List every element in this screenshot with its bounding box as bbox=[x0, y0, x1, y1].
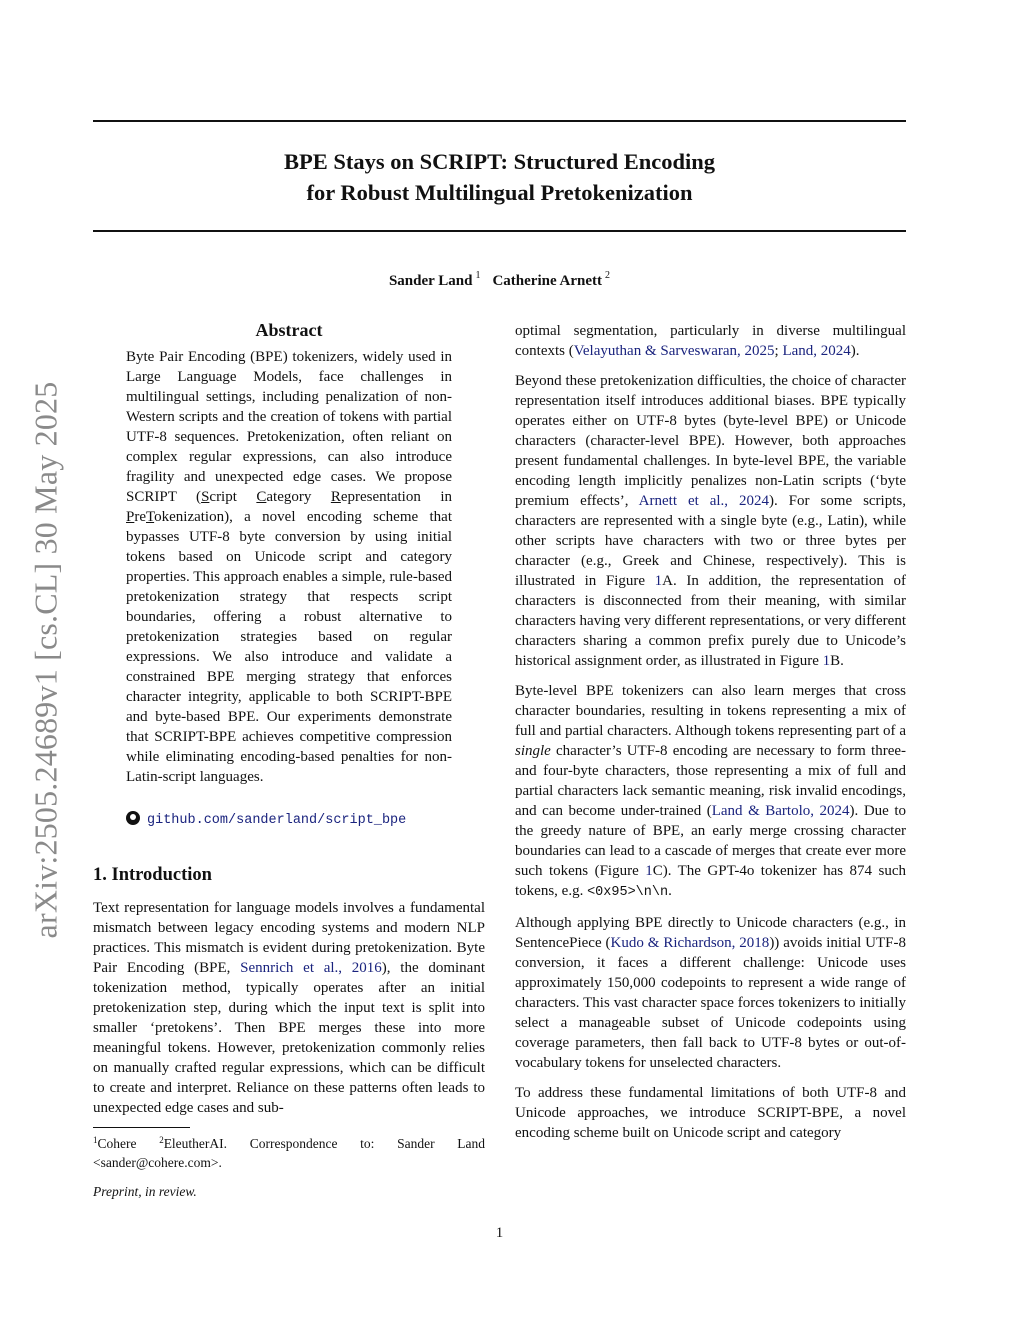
author-affiliation-mark: 2 bbox=[605, 270, 611, 281]
introduction-body: Text representation for language models involves a fundamental mismatch between legacy encoding systems and modern NLP practices. This mismatch is evident during pretokenization. Byte Pair Encoding (BPE, Sennrich et al., 2016), the dominant tokenization method, typically operates after an initial pretokenization step, during which the input text is split into smaller ‘pretokens’. Then BPE merges these into more meaningful tokens. However, pretokenization commonly relies on manually crafted regular expressions, which can be difficult to create and interpret. Reliance on these patterns often leads to unexpected edge cases and sub- bbox=[93, 900, 485, 1116]
bottom-title-rule bbox=[93, 230, 906, 232]
paragraph: Although applying BPE directly to Unicode characters (e.g., in SentencePiece (Kudo & Richardson, 2018)) avoids initial UTF-8 conversion, it faces a different challenge: Unicode uses approximately 150,000 codepoints to represent a wide range of characters. This vast character space forces tokenizers to initially select a manageable subset of Unicode codepoints using coverage parameters, then fall back to UTF-8 bytes or out-of-vocabulary tokens for unselected characters. bbox=[515, 915, 906, 1071]
figure-ref-link[interactable]: 1 bbox=[654, 573, 663, 589]
abstract-heading: Abstract bbox=[255, 320, 323, 340]
author-affiliation-mark: 1 bbox=[475, 270, 481, 281]
github-link[interactable] bbox=[126, 809, 406, 831]
citation-link[interactable]: Velayuthan & Sarveswaran, 2025 bbox=[573, 343, 775, 359]
paragraph: Byte-level BPE tokenizers can also learn merges that cross character boundaries, resulting in tokens representing a mix of full and partial characters. Although tokens representing part of a single character’s UTF-8 encoding are necessary to form three- and four-byte characters, those representing a mix of full and partial characters lack semantic meaning, risk invalid encodings, and can become under-trained (Land & Bartolo, 2024). Due to the greedy nature of BPE, an early merge crossing character boundaries can lead to a cascade of merges that create ever more such tokens (Figure 1C). The GPT-4o tokenizer has 874 such tokens, e.g. <0x95>\n\n. bbox=[515, 683, 907, 900]
github-url[interactable]: github.com/sanderland/script_bpe bbox=[147, 813, 407, 828]
citation-link[interactable]: Land & Bartolo, 2024 bbox=[711, 803, 850, 819]
abstract-body: Byte Pair Encoding (BPE) tokenizers, widely used in Large Language Models, face challenges in multilingual settings, including penalization of non-Western scripts and the creation of tokens with partial UTF-8 sequences. Pretokenization, often reliant on complex regular expressions, can also introduce fragility and unexpected edge cases. We propose SCRIPT (Script Category Representation in PreTokenization), a novel encoding scheme that bypasses UTF-8 byte conversion by using initial tokens based on Unicode script and category properties. This approach enables a simple, rule-based pretokenization strategy that respects script boundaries, offering a robust alternative to pretokenization strategies based on regular expressions. We also introduce and validate a constrained BPE merging strategy that enforces character integrity, applicable to both SCRIPT-BPE and byte-based BPE. Our experiments demonstrate that SCRIPT-BPE achieves competitive compression while eliminating encoding-based penalties for non-Latin-script languages. bbox=[126, 349, 452, 785]
author-name: Catherine Arnett bbox=[492, 273, 603, 289]
right-column bbox=[515, 321, 906, 1153]
code-token: <0x95>\n\n bbox=[587, 885, 669, 900]
figure-ref-link[interactable]: 1 bbox=[645, 863, 653, 879]
citation-link[interactable]: Land, 2024 bbox=[782, 343, 851, 359]
footnote-rule bbox=[93, 1127, 190, 1128]
citation-link[interactable]: Kudo & Richardson, 2018 bbox=[610, 935, 770, 951]
author-list bbox=[93, 266, 906, 291]
arxiv-side-label: arXiv:2505.24689v1 [cs.CL] 30 May 2025 bbox=[27, 381, 64, 939]
citation-link[interactable]: Sennrich et al., 2016 bbox=[240, 960, 382, 976]
author-name: Sander Land bbox=[388, 273, 473, 289]
paragraph: To address these fundamental limitations of both UTF-8 and Unicode approaches, we introduce SCRIPT-BPE, a novel encoding scheme built on Unicode script and category bbox=[515, 1085, 906, 1141]
github-icon bbox=[126, 811, 140, 825]
figure-ref-link[interactable]: 1 bbox=[822, 653, 831, 669]
preprint-note: Preprint, in review. bbox=[93, 1184, 197, 1199]
page-number: 1 bbox=[495, 1225, 504, 1241]
top-rule bbox=[93, 120, 906, 122]
section-heading-introduction: 1. Introduction bbox=[93, 865, 212, 885]
title-line-1: BPE Stays on SCRIPT: Structured Encoding bbox=[283, 149, 716, 174]
paragraph: optimal segmentation, particularly in diverse multilingual contexts (Velayuthan & Sarveswaran, 2025; Land, 2024). bbox=[515, 323, 906, 359]
citation-link[interactable]: Arnett et al., 2024 bbox=[638, 493, 769, 509]
paragraph: Beyond these pretokenization difficulties, the choice of character representation itself introduces additional biases. BPE typically operates either on UTF-8 bytes (byte-level BPE) or Unicode characters (character-level BPE). However, both approaches present fundamental challenges. In byte-level BPE, the variable encoding length implicitly penalizes non-Latin scripts (‘byte premium effects’, Arnett et al., 2024). For some scripts, characters are represented with a single byte (e.g., Latin), while other scripts have characters with two or three bytes per character (e.g., Greek and Chinese, respectively). This is illustrated in Figure 1A. In addition, the representation of characters is disconnected from their meaning, with similar characters having very different representations, or very different characters sharing a common prefix purely due to Unicode’s historical assignment order, as illustrated in Figure 1B. bbox=[515, 373, 906, 669]
title-line-2: for Robust Multilingual Pretokenization bbox=[306, 180, 693, 205]
footnote: $^1$Cohere $^2$EleutherAI. Correspondence to: Sander Land <sander@cohere.com>. bbox=[93, 1135, 486, 1170]
paper-title bbox=[93, 146, 906, 208]
